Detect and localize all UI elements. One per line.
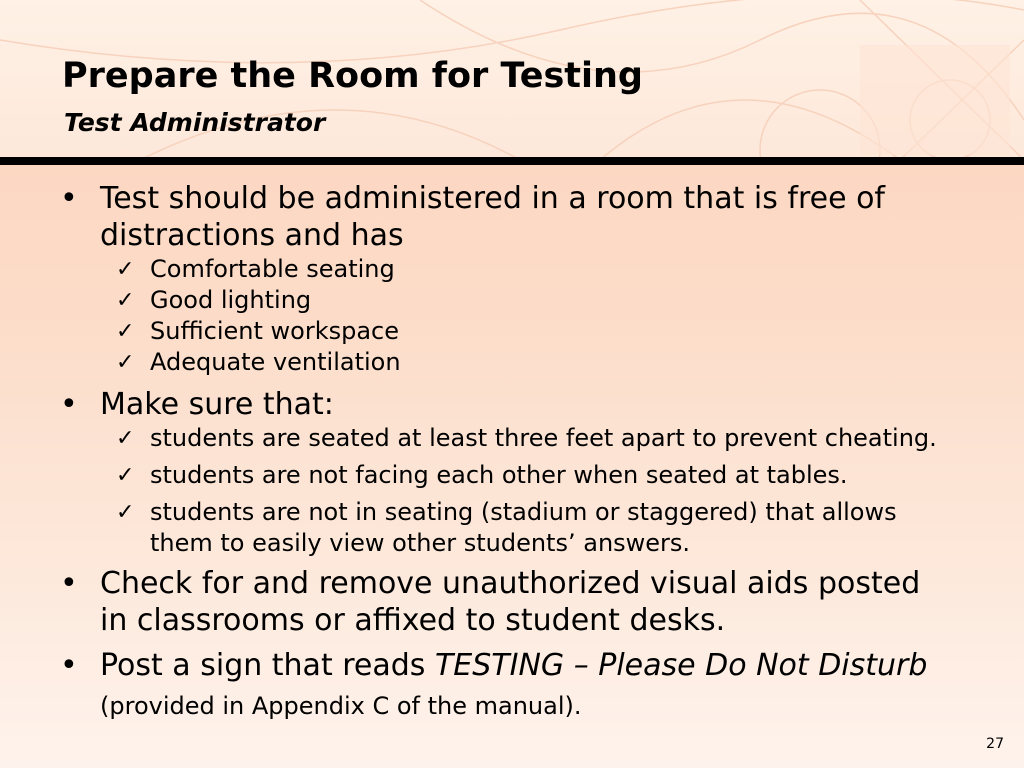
- bullet-dot-icon: •: [60, 566, 78, 601]
- bullet-dot-icon: •: [60, 387, 78, 422]
- checklist-item: [60, 254, 950, 285]
- slide-body: [60, 180, 950, 725]
- checklist-item: [60, 316, 950, 347]
- checklist-item-text: students are seated at least three feet apart to prevent cheating.: [150, 424, 937, 452]
- checklist-item-text: Sufficient workspace: [150, 317, 400, 345]
- bullet-item: [60, 565, 950, 639]
- bullet-text: Make sure that:: [100, 387, 334, 422]
- checklist-item-text: students are not in seating (stadium or staggered) that allows them to easily view other students’ answers.: [150, 498, 897, 557]
- slide-title: Prepare the Room for Testing: [62, 56, 643, 96]
- check-mark-icon: ✓: [116, 319, 135, 344]
- bullet-text-suffix: (provided in Appendix C of the manual).: [100, 692, 582, 720]
- check-mark-icon: ✓: [116, 350, 135, 375]
- checklist-item-text: Good lighting: [150, 286, 312, 314]
- bullet-dot-icon: •: [60, 648, 78, 683]
- bullet-item: [60, 647, 950, 725]
- checklist-item: [60, 285, 950, 316]
- checklist-item: [60, 460, 950, 491]
- header-divider: [0, 157, 1024, 165]
- bullet-text: Check for and remove unauthorized visual aids posted in classrooms or affixed to student desks.: [100, 566, 921, 638]
- slide-header: [0, 0, 1024, 160]
- sign-text: TESTING – Please Do Not Disturb: [434, 648, 928, 683]
- bullet-item: [60, 386, 950, 423]
- bullet-dot-icon: •: [60, 181, 78, 216]
- bullet-item: [60, 180, 950, 254]
- check-mark-icon: ✓: [116, 288, 135, 313]
- checklist: [60, 423, 950, 559]
- checklist-item: [60, 423, 950, 454]
- page-number: 27: [986, 736, 1004, 752]
- checklist-item-text: students are not facing each other when seated at tables.: [150, 461, 848, 489]
- bullet-text: Test should be administered in a room that is free of distractions and has: [100, 181, 885, 253]
- checklist-item-text: Comfortable seating: [150, 255, 395, 283]
- checklist-item: [60, 497, 950, 559]
- check-mark-icon: ✓: [116, 426, 135, 451]
- bullet-text-prefix: Post a sign that reads: [100, 648, 435, 683]
- slide-subtitle: Test Administrator: [64, 108, 326, 137]
- checklist: [60, 254, 950, 378]
- checklist-item-text: Adequate ventilation: [150, 348, 401, 376]
- check-mark-icon: ✓: [116, 500, 135, 525]
- checklist-item: [60, 347, 950, 378]
- check-mark-icon: ✓: [116, 463, 135, 488]
- check-mark-icon: ✓: [116, 257, 135, 282]
